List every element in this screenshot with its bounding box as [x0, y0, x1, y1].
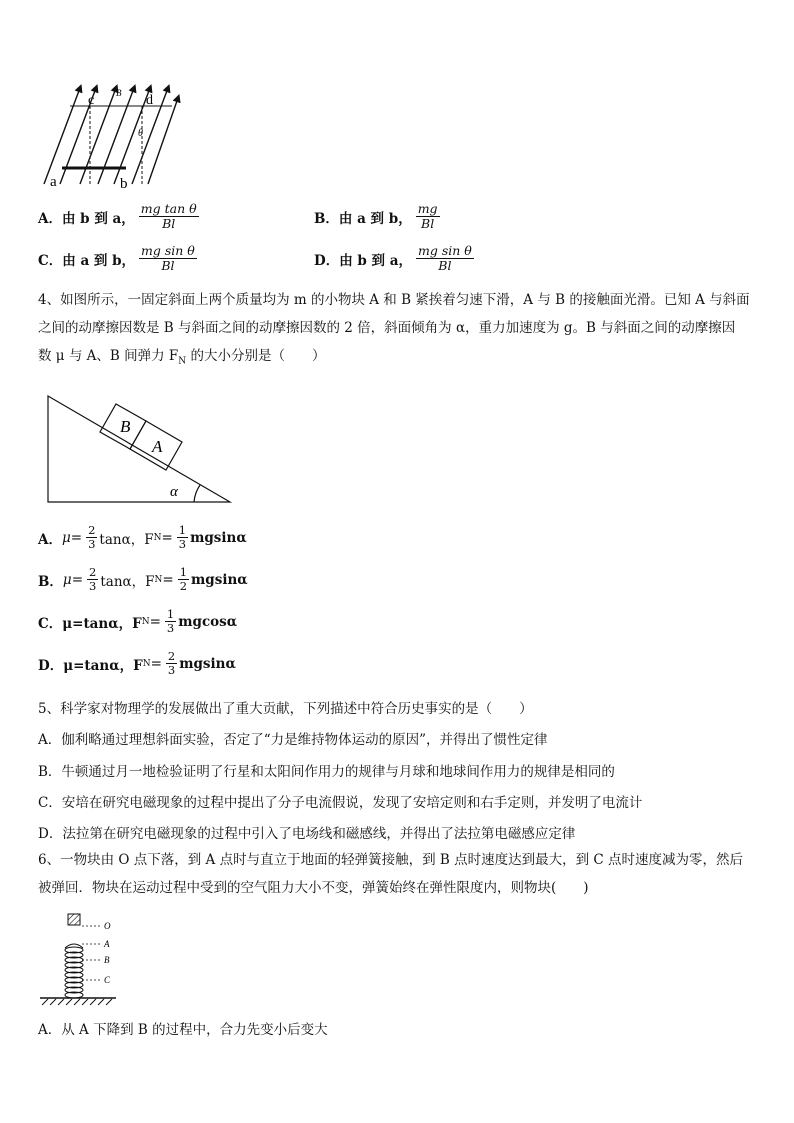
- q4-option-d[interactable]: D． μ=tanα，F N = $\frac{2}{3}$ mgsinα: [38, 649, 236, 678]
- q3-option-d[interactable]: D．由 b 到 a， $\frac{\text{mg sin θ}}{Bl}$: [314, 243, 472, 274]
- q4-option-c[interactable]: C． μ=tanα，F N = $\frac{1}{3}$ mgcosα: [38, 607, 238, 636]
- spring-figure: [38, 910, 128, 1010]
- q5-option-c[interactable]: C．安培在研究电磁现象的过程中提出了分子电流假说，发现了安培定则和右手定则，并发明了电流计: [38, 795, 643, 811]
- q5-option-b[interactable]: B．牛顿通过月一地检验证明了行星和太阳间作用力的规律与月球和地球间作用力的规律是相同的: [38, 764, 615, 780]
- point-b: B: [104, 955, 110, 965]
- q3-option-c[interactable]: C．由 a 到 b， $\frac{\text{mg sin θ}}{Bl}$: [38, 243, 195, 274]
- q3-d-fraction: $\frac{\text{mg sin θ}}{Bl}$: [418, 243, 472, 274]
- q3-c-fraction: $\frac{\text{mg sin θ}}{Bl}$: [141, 243, 195, 274]
- q6-option-a[interactable]: A．从 A 下降到 B 的过程中，合力先变小后变大: [38, 1022, 328, 1038]
- point-a: A: [104, 939, 110, 949]
- q4-stem: 4、如图所示，一固定斜面上两个质量均为 m 的小物块 A 和 B 紧挨着匀速下滑，A 与 B 的接触面光滑。已知 A 与斜面 之间的动摩擦因数是 B 与斜面之间的动摩擦因数的 2 倍，斜面倾角为 α，重力加速度为 g。B 与斜面之间的动摩擦因 数 μ 与 A、B 间弹力 $F_N$ 的大小分别是（ ）: [38, 292, 750, 367]
- incline-figure: [44, 392, 236, 506]
- block-b-label: B: [120, 417, 131, 436]
- rail-field-figure: [40, 84, 190, 194]
- q4-option-a[interactable]: A． μ= $\frac{2}{3}$ tanα，F N = $\frac{1}{3}$ mgsinα: [38, 523, 247, 552]
- q6-stem: 6、一物块由 O 点下落，到 A 点时与直立于地面的轻弹簧接触，到 B 点时速度达到最大，到 C 点时速度减为零，然后 被弹回．物块在运动过程中受到的空气阻力大小不变，弹簧始终在弹性限度内，则物块( ): [38, 852, 743, 896]
- q4-option-b[interactable]: B． μ= $\frac{2}{3}$ tanα，F N = $\frac{1}{2}$ mgsinα: [38, 565, 248, 594]
- q3-option-b[interactable]: B．由 a 到 b， $\frac{mg}{Bl}$: [314, 201, 438, 232]
- label-a: a: [50, 174, 57, 190]
- q3-a-fraction: $\frac{\text{mg tan θ}}{Bl}$: [140, 201, 197, 232]
- block-a-label: A: [152, 437, 163, 456]
- q5-option-a[interactable]: A．伽利略通过理想斜面实验，否定了“力是维持物体运动的原因”，并得出了惯性定律: [38, 732, 548, 748]
- q3-option-a[interactable]: A．由 b 到 a， $\frac{\text{mg tan θ}}{Bl}$: [38, 201, 197, 232]
- q3-b-fraction: $\frac{mg}{Bl}$: [417, 201, 438, 232]
- label-c: c: [88, 93, 95, 108]
- label-b: b: [120, 176, 128, 192]
- point-c: C: [104, 975, 111, 985]
- q5-option-d[interactable]: D．法拉第在研究电磁现象的过程中引入了电场线和磁感线，并得出了法拉第电磁感应定律: [38, 826, 576, 842]
- angle-label: α: [170, 484, 178, 500]
- label-b-top: B: [116, 88, 122, 98]
- q5-stem: 5、科学家对物理学的发展做出了重大贡献，下列描述中符合历史事实的是（ ）: [38, 701, 533, 717]
- label-theta: θ: [138, 128, 143, 139]
- point-o: O: [104, 921, 111, 931]
- label-d: d: [146, 93, 153, 108]
